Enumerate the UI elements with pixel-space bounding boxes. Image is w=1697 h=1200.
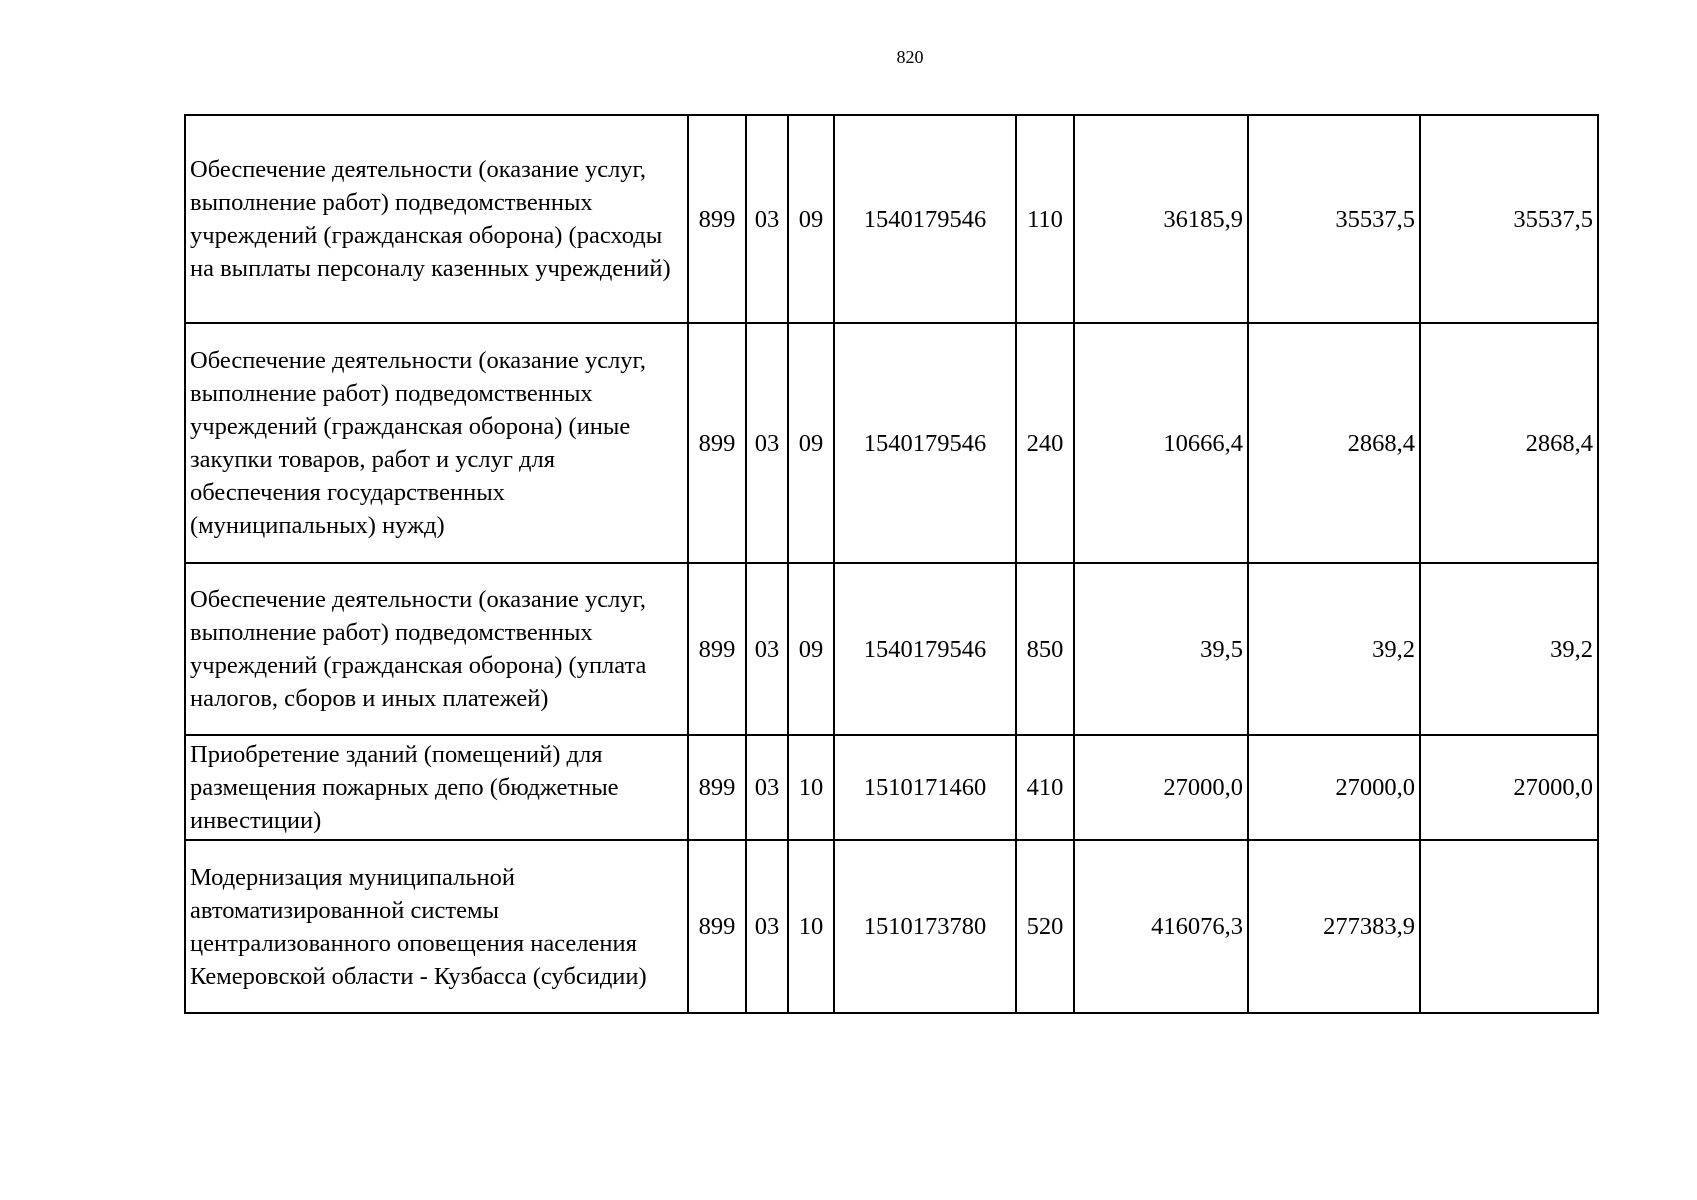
amount-1: 10666,4 [1074,323,1248,563]
amount-2: 39,2 [1248,563,1420,735]
amount-1: 36185,9 [1074,115,1248,323]
table-row [185,840,1598,1013]
target-code: 1510171460 [834,735,1016,840]
section-code: 03 [746,840,788,1013]
amount-1: 27000,0 [1074,735,1248,840]
budget-table [184,114,1599,1014]
expense-type-code: 850 [1016,563,1074,735]
amount-1: 416076,3 [1074,840,1248,1013]
target-code: 1540179546 [834,563,1016,735]
amount-3: 35537,5 [1420,115,1598,323]
page-number: 820 [896,47,924,67]
amount-3 [1420,840,1598,1013]
amount-2: 277383,9 [1248,840,1420,1013]
section-code: 03 [746,323,788,563]
target-code: 1510173780 [834,840,1016,1013]
table-row [185,735,1598,840]
amount-3: 27000,0 [1420,735,1598,840]
amount-2: 2868,4 [1248,323,1420,563]
expense-name: Обеспечение деятельности (оказание услуг, выполнение работ) подведомственных учреждений (гражданская оборона) (иные закупки товаров, работ и услуг для обеспечения государственных (муниципальных) нужд) [185,323,688,563]
target-code: 1540179546 [834,323,1016,563]
table-row [185,115,1598,323]
expense-type-code: 410 [1016,735,1074,840]
target-code: 1540179546 [834,115,1016,323]
expense-type-code: 520 [1016,840,1074,1013]
subsection-code: 10 [788,735,834,840]
expense-type-code: 240 [1016,323,1074,563]
expense-name: Модернизация муниципальной автоматизированной системы централизованного оповещения населения Кемеровской области - Кузбасса (субсидии) [185,840,688,1013]
expense-name: Обеспечение деятельности (оказание услуг, выполнение работ) подведомственных учреждений (гражданская оборона) (уплата налогов, сборов и иных платежей) [185,563,688,735]
amount-2: 35537,5 [1248,115,1420,323]
ministry-code: 899 [688,563,746,735]
amount-1: 39,5 [1074,563,1248,735]
subsection-code: 10 [788,840,834,1013]
section-code: 03 [746,735,788,840]
expense-name: Обеспечение деятельности (оказание услуг, выполнение работ) подведомственных учреждений (гражданская оборона) (расходы на выплаты персоналу казенных учреждений) [185,115,688,323]
amount-3: 39,2 [1420,563,1598,735]
expense-type-code: 110 [1016,115,1074,323]
subsection-code: 09 [788,563,834,735]
table-row [185,323,1598,563]
amount-2: 27000,0 [1248,735,1420,840]
table-row [185,563,1598,735]
section-code: 03 [746,563,788,735]
amount-3: 2868,4 [1420,323,1598,563]
ministry-code: 899 [688,323,746,563]
ministry-code: 899 [688,840,746,1013]
section-code: 03 [746,115,788,323]
subsection-code: 09 [788,323,834,563]
ministry-code: 899 [688,735,746,840]
subsection-code: 09 [788,115,834,323]
expense-name: Приобретение зданий (помещений) для размещения пожарных депо (бюджетные инвестиции) [185,735,688,840]
ministry-code: 899 [688,115,746,323]
